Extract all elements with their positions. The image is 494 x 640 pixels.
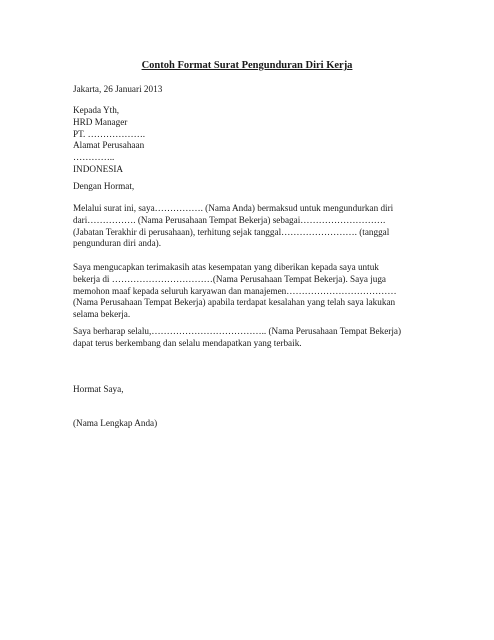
paragraph-line: dari……………. (Nama Perusahaan Tempat Bekerja) sebagai………………………. bbox=[73, 214, 386, 225]
paragraph-line: Saya mengucapkan terimakasih atas kesempatan yang diberikan kepada saya untuk bbox=[73, 262, 379, 272]
signature bbox=[73, 418, 157, 430]
recipient-line: ………….. bbox=[73, 152, 115, 163]
paragraph-line: (Nama Perusahaan Tempat Bekerja) apabila terdapat kesalahan yang telah saya lakukan bbox=[73, 297, 396, 308]
closing-text: Hormat Saya, bbox=[73, 384, 124, 394]
greeting bbox=[73, 181, 134, 193]
signature-text: (Nama Lengkap Anda) bbox=[73, 418, 158, 428]
date-line bbox=[73, 84, 162, 96]
paragraph-line: dapat terus berkembang dan selalu mendapatkan yang terbaik. bbox=[73, 337, 302, 348]
recipient-line: PT. ………………. bbox=[73, 128, 146, 139]
recipient-line: HRD Manager bbox=[73, 116, 128, 127]
paragraph-line: Saya berharap selalu,……………………………….. (Nama Perusahaan Tempat Bekerja) bbox=[73, 326, 402, 336]
paragraph-hope bbox=[73, 326, 401, 350]
document-title: Contoh Format Surat Pengunduran Diri Kerja bbox=[141, 60, 353, 71]
paragraph-resignation bbox=[73, 203, 393, 250]
paragraph-line: selama bekerja. bbox=[73, 309, 131, 320]
recipient-line: INDONESIA bbox=[73, 163, 124, 174]
paragraph-line: (Jabatan Terakhir di perusahaan), terhitung sejak tanggal……………………. (tanggal bbox=[73, 226, 390, 237]
recipient-block bbox=[73, 105, 145, 176]
paragraph-line: pengunduran diri anda). bbox=[73, 238, 162, 249]
date-text: Jakarta, 26 Januari 2013 bbox=[73, 84, 163, 94]
recipient-line: Alamat Perusahaan bbox=[73, 140, 145, 151]
closing bbox=[73, 384, 124, 396]
paragraph-line: Melalui surat ini, saya……………. (Nama Anda) bermaksud untuk mengundurkan diri bbox=[73, 203, 394, 213]
greeting-text: Dengan Hormat, bbox=[73, 181, 135, 191]
paragraph-line: memohon maaf kepada seluruh karyawan dan manajemen……………………………… bbox=[73, 285, 397, 296]
recipient-line: Kepada Yth, bbox=[73, 105, 120, 115]
paragraph-thanks bbox=[73, 262, 397, 321]
paragraph-line: bekerja di ……………………………(Nama Perusahaan Tempat Bekerja). Saya juga bbox=[73, 273, 387, 284]
